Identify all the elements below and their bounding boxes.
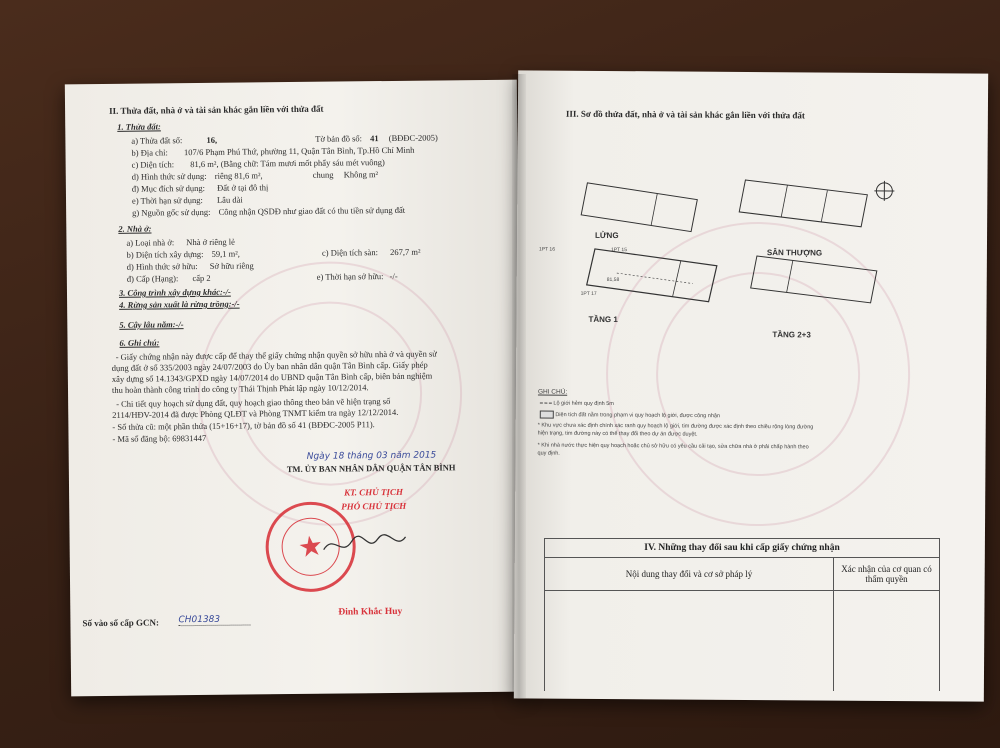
parcel-label: 1PT 16 (538, 246, 555, 253)
label: e) Thời hạn sở hữu: (316, 271, 384, 282)
value: Đất ở tại đô thị (217, 182, 269, 193)
value: 81,6 m², (Bằng chữ: Tám mươi mốt phẩy sáu mét vuông) (190, 157, 385, 170)
item-3: 3. Công trình xây dựng khác:-/- (118, 286, 231, 298)
legend-line (540, 401, 614, 408)
house-line-a (126, 237, 235, 248)
plan-san-thuong (739, 180, 867, 227)
table-cell (834, 591, 940, 692)
legend-text: Diện tích đất nằm trong phạm vi quy hoạch lộ giới, được công nhận (555, 412, 721, 420)
label: d) Hình thức sử dụng: (131, 170, 207, 182)
legend-title: GHI CHÚ: (537, 388, 568, 396)
value: (BĐĐC-2005) (388, 132, 438, 143)
kt-chu-tich: KT. CHỦ TỊCH (344, 486, 404, 498)
plan-tang23 (751, 256, 877, 303)
value: 107/6 Phạm Phú Thứ, phường 11, Quận Tân Bình, Tp.Hồ Chí Minh (183, 144, 415, 158)
value: riêng 81,6 m², (214, 170, 263, 181)
column-header-content: Nội dung thay đổi và cơ sở pháp lý (545, 558, 834, 591)
area-label: 81,58 (606, 276, 620, 284)
table-title-row (545, 539, 940, 558)
label: g) Nguồn gốc sử dụng: (132, 206, 211, 218)
note-line: - Mã số đăng bộ: 69831447 (112, 432, 207, 444)
parcel-label: 1PT 15 (610, 247, 627, 254)
land-line-d (132, 169, 378, 182)
hatched-area-icon (540, 411, 554, 419)
label: b) Diện tích xây dựng: (126, 248, 204, 260)
legend-text: Lộ giới hẻm quy định 5m (553, 400, 614, 408)
label: a) Thửa đất số: (131, 135, 183, 146)
value: 16, (206, 134, 218, 145)
registration-label: Số vào sổ cấp GCN: (82, 617, 160, 629)
plan-label-tang23: TẦNG 2+3 (772, 330, 811, 340)
value: Sở hữu riêng (209, 260, 254, 271)
value: 59,1 m², (211, 248, 240, 259)
dashed-line-icon (540, 403, 552, 404)
changes-table (544, 538, 940, 691)
house-title: 2. Nhà ở: (118, 223, 152, 234)
item-6: 6. Ghi chú: (119, 337, 160, 348)
label: đ) Mục đích sử dụng: (131, 182, 206, 194)
value: 267,7 m² (389, 246, 421, 257)
plan-label-san-thuong: SÂN THƯỢNG (766, 248, 823, 258)
label: Tờ bản đồ số: (315, 133, 363, 144)
item-5: 5. Cây lâu năm:-/- (119, 319, 184, 330)
legend-line (540, 411, 720, 420)
land-line-f (132, 195, 243, 206)
value: -/- (389, 270, 398, 281)
legend-note: hiện trạng, tim đường này có thể thay đổi theo dự án được duyệt. (537, 430, 698, 438)
star-emblem-icon: ★ (278, 514, 344, 580)
value: 41 (370, 133, 379, 144)
table-header-row (545, 558, 940, 591)
value: Nhà ở riêng lẻ (186, 236, 235, 248)
issuing-authority: TM. ỦY BAN NHÂN DÂN QUẬN TÂN BÌNH (286, 462, 456, 475)
page-fold-shadow (512, 74, 526, 698)
value: Công nhận QSDĐ như giao đất có thu tiền sử dụng đất (218, 204, 406, 217)
label: c) Diện tích: (131, 159, 175, 170)
table-row-empty (545, 591, 940, 692)
value: Lâu dài (216, 194, 243, 205)
house-line-b (127, 247, 421, 260)
column-header-confirmation: Xác nhận của cơ quan có thẩm quyền (834, 558, 940, 591)
note-line: xây dựng số 14.1343/GPXD ngày 14/07/2014 do UBND quận Tân Bình cấp, biên bản nghiệm (111, 370, 433, 384)
signature (319, 529, 409, 560)
signer-name: Đinh Khắc Huy (338, 606, 403, 618)
note-line: thu hoàn thành công trình do công ty Thái Thịnh Phát lập ngày 10/12/2014. (111, 382, 369, 395)
label: b) Địa chỉ: (131, 147, 168, 158)
value: cấp 2 (192, 272, 211, 284)
legend-note: quy định. (537, 450, 560, 457)
legend-note: * Khi nhà nước thực hiện quy hoạch hoặc chủ sở hữu có yêu cầu cải tạo, sửa chữa nhà ở phải chấp hành theo (537, 442, 809, 451)
section-ii-title: II. Thửa đất, nhà ở và tài sản khác gắn liền với thửa đất (109, 103, 324, 116)
land-line-a (131, 132, 438, 145)
note-line: - Giấy chứng nhận này được cấp để thay thế giấy chứng nhận quyền sở hữu nhà ở và quyền sử (115, 348, 437, 362)
value: Không m² (343, 169, 379, 180)
land-title: 1. Thửa đất: (117, 121, 161, 132)
floor-plan-diagrams (566, 161, 897, 353)
date-line: Ngày 18 tháng 03 năm 2015 (306, 450, 437, 462)
registration-number: CH01383 (178, 614, 250, 626)
table-cell (545, 591, 834, 692)
certificate-left-page (65, 80, 523, 697)
pho-chu-tich: PHÓ CHỦ TỊCH (341, 500, 407, 512)
label: e) Thời hạn sử dụng: (131, 194, 203, 206)
note-line: dụng đất ở số 335/2003 ngày 24/07/2003 do Ủy ban nhân dân quận Tân Bình cấp. Giấy phép (111, 359, 428, 373)
plan-lung (581, 183, 697, 232)
label: c) Diện tích sàn: (321, 247, 378, 258)
plan-label-lung: LỬNG (595, 230, 619, 241)
note-line: - Chi tiết quy hoạch sử dụng đất, quy hoạch giao thông theo bản vẽ hiện trạng số (116, 395, 391, 409)
legend-note: * Khu vực chưa xác định chính xác ranh quy hoạch lộ giới, tim đường được xác định theo chiều rộng lòng đường (537, 422, 814, 431)
label: chung (312, 169, 334, 180)
plan-label-tang1: TẦNG 1 (588, 314, 618, 325)
land-line-b (131, 145, 414, 158)
item-4: 4. Rừng sản xuất là rừng trồng:-/- (119, 298, 240, 310)
label: a) Loại nhà ở: (126, 237, 175, 248)
note-line: 2114/HĐV-2014 đã được Phòng QLĐT và Phòng TNMT kiểm tra ngày 12/12/2014. (112, 406, 399, 420)
land-line-e (132, 182, 269, 193)
table-title: IV. Những thay đổi sau khi cấp giấy chứng nhận (545, 539, 940, 558)
house-line-d (127, 260, 254, 271)
note-line: - Số thửa cũ: một phần thửa (15+16+17), tờ bản đồ số 41 (BĐĐC-2005 P11). (112, 419, 375, 432)
plan-tang1 (587, 249, 717, 302)
parcel-label: 1PT 17 (580, 290, 597, 297)
land-line-c (132, 157, 385, 170)
section-iii-title: III. Sơ đồ thửa đất, nhà ở và tài sản khác gắn liền với thửa đất (565, 108, 805, 121)
land-line-g (132, 205, 405, 218)
label: d) Hình thức sở hữu: (126, 261, 198, 272)
label: đ) Cấp (Hạng): (126, 273, 179, 284)
